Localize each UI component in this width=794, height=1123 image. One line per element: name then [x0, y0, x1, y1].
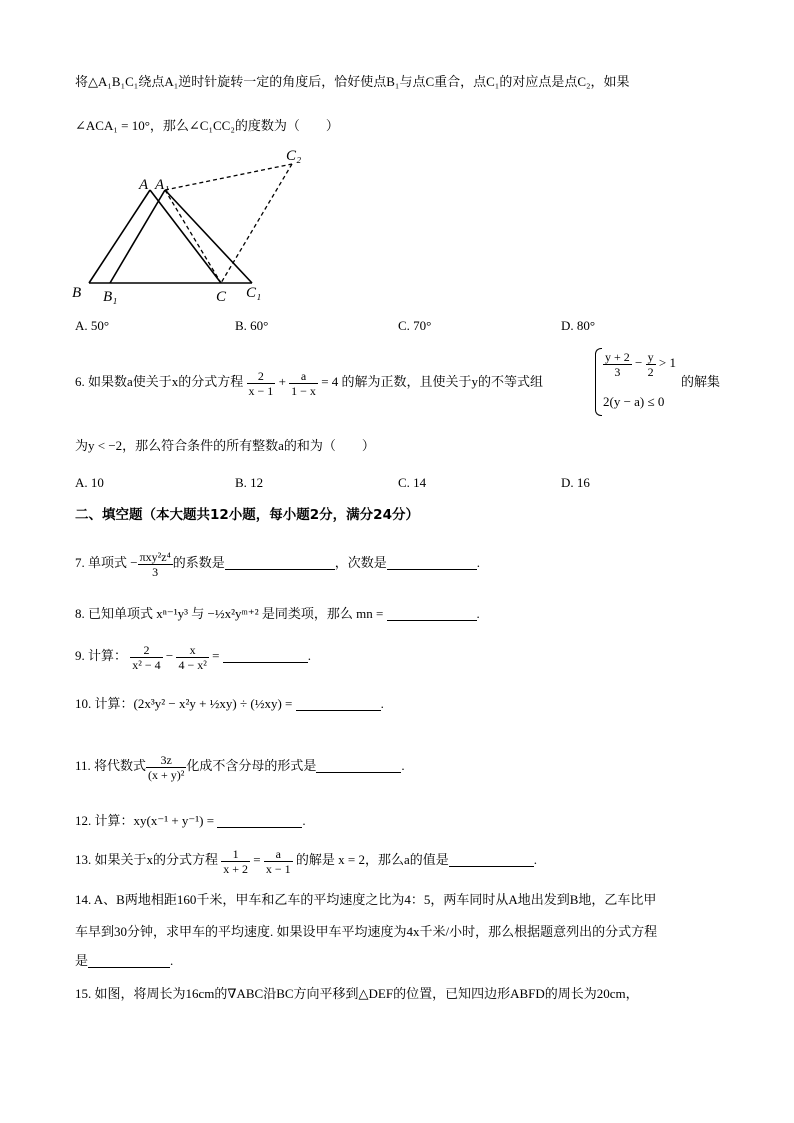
- q9-frac1: $\frac{2}{\text{x² − 4}}$: [132, 642, 161, 672]
- q13-line: [75, 842, 537, 878]
- q8-end: .: [476, 606, 480, 621]
- q13-prefix: 13. 如果关于x的分式方程: [75, 852, 219, 867]
- q7-mid2: ，次数是: [334, 555, 387, 570]
- fig-line-AB: [89, 190, 150, 283]
- q5-option-c[interactable]: C. 70°: [398, 318, 432, 333]
- q12-end: .: [302, 813, 306, 828]
- q6-prefix: 6. 如果数a使关于x的分式方程: [75, 374, 244, 389]
- q6-system-row1: [603, 346, 676, 380]
- q5-option-b[interactable]: B. 60°: [235, 318, 269, 333]
- q11-frac: $\frac{3z}{\text{(x + y)²}}$: [148, 752, 185, 782]
- q7-line: [75, 545, 480, 581]
- q7-end: .: [476, 555, 481, 570]
- q6-sys-minus: −: [635, 355, 643, 370]
- fig-label-C: C: [216, 289, 227, 305]
- q9-eq: =: [212, 648, 220, 663]
- q13-frac2: $\frac{a}{x - 1}$: [265, 846, 291, 876]
- q6-frac2: $\frac{a}{1 - x}$: [291, 368, 316, 398]
- q7-blank-coefficient[interactable]: [225, 555, 335, 570]
- q9-frac2: $\frac{x}{\text{4 − x²}}$: [178, 642, 207, 672]
- q6-option-c[interactable]: C. 14: [398, 475, 427, 490]
- fig-dash-A1C: [165, 190, 221, 283]
- q6-frac1: $\frac{2}{x - 1}$: [248, 368, 274, 398]
- q12-blank[interactable]: [217, 813, 302, 828]
- q7-mid: 的系数是: [172, 555, 225, 570]
- q7-blank-degree[interactable]: [387, 555, 477, 570]
- q10-end: .: [380, 696, 384, 711]
- fig-label-C1: C₁: [246, 285, 262, 301]
- q11-suffix: 化成不含分母的形式是: [186, 758, 317, 773]
- q13-end: .: [533, 852, 538, 867]
- q6-line1: [75, 364, 543, 400]
- q13-eq: =: [253, 852, 261, 867]
- q12-line: [75, 811, 306, 831]
- q5-line1: 将△A₁B₁C₁绕点A₁逆时针旋转一定的角度后，恰好使点B₁与点C重合，点C₁的对应点是点C₂，如果: [75, 74, 630, 89]
- q6-sys-frac1: $\frac{y + 2}{3}$: [605, 349, 630, 379]
- section2-heading: 二、填空题（本大题共12小题，每小题2分，满分24分）: [75, 507, 419, 523]
- q11-prefix: 11. 将代数式: [75, 758, 147, 773]
- q13-blank[interactable]: [449, 852, 534, 867]
- q9-end: .: [307, 648, 311, 663]
- fig-label-B: B: [72, 285, 82, 301]
- q6-eq: = 4: [321, 374, 339, 389]
- q12-text: 12. 计算：xy(x⁻¹ + y⁻¹) =: [75, 813, 215, 828]
- fig-line-A1C1: [165, 190, 252, 283]
- q7-frac: $\frac{\text{πxy²z⁴}}{3}$: [139, 549, 171, 579]
- q14-end: .: [170, 953, 174, 968]
- q10-text: 10. 计算：(2x³y² − x²y + ½xy) ÷ (½xy) =: [75, 696, 293, 711]
- q5-option-a[interactable]: A. 50°: [75, 318, 110, 333]
- fig-label-B1: B₁: [103, 289, 118, 305]
- fig-dash-A1C2: [165, 164, 292, 190]
- q11-end: .: [401, 758, 405, 773]
- q9-prefix: 9. 计算：: [75, 648, 128, 663]
- q10-line: [75, 694, 384, 714]
- q6-sys-frac2: $\frac{y}{2}$: [647, 349, 654, 379]
- q14-line1: 14. A、B两地相距160千米，甲车和乙车的平均速度之比为4：5，两车同时从A地出发到B地，乙车比甲: [75, 892, 657, 907]
- q9-minus: −: [165, 648, 174, 663]
- q14-line2: 车早到30分钟，求甲车的平均速度. 如果设甲车平均速度为4x千米/小时，那么根据题意列出的分式方程: [75, 924, 658, 939]
- q6-system-row2: 2(y − a) ≤ 0: [603, 394, 665, 409]
- q14-line3: [75, 951, 173, 971]
- q7-prefix: 7. 单项式 −: [75, 555, 138, 570]
- fig-label-A: A: [139, 177, 149, 193]
- q11-line: [75, 746, 405, 786]
- q8-blank[interactable]: [387, 606, 477, 621]
- q6-option-b[interactable]: B. 12: [235, 475, 264, 490]
- fig-line-AC: [150, 190, 221, 283]
- q6-system-brace: [595, 348, 602, 416]
- q9-line: [75, 638, 311, 674]
- fig-label-C2: C₂: [286, 148, 302, 164]
- q14-line3-text: 是: [75, 953, 89, 968]
- fig-line-A1B1: [110, 190, 165, 283]
- q6-plus: +: [278, 374, 286, 389]
- q5-line2: ∠ACA₁ = 10°，那么∠C₁CC₂的度数为（ ）: [75, 118, 339, 133]
- q6-middle: 的解为正数，且使关于y的不等式组: [341, 374, 544, 389]
- q14-blank[interactable]: [88, 953, 170, 968]
- q11-blank[interactable]: [316, 758, 401, 773]
- q13-suffix: 的解是 x = 2，那么a的值是: [295, 852, 449, 867]
- q6-sys-rel: > 1: [658, 355, 676, 370]
- q10-blank[interactable]: [296, 696, 381, 711]
- fig-dash-C2C: [221, 164, 292, 283]
- q6-suffix: 的解集: [681, 374, 721, 389]
- q5-option-d[interactable]: D. 80°: [561, 318, 596, 333]
- q6-option-a[interactable]: A. 10: [75, 475, 104, 490]
- q13-frac1: $\frac{1}{x + 2}$: [223, 846, 249, 876]
- q8-text: 8. 已知单项式 xⁿ⁻¹y³ 与 −½x²yᵐ⁺² 是同类项，那么 mn =: [75, 606, 384, 621]
- q15-line1: 15. 如图，将周长为16cm的∇ABC沿BC方向平移到△DEF的位置，已知四边形ABFD的周长为20cm，: [75, 986, 639, 1001]
- q6-option-d[interactable]: D. 16: [561, 475, 590, 490]
- q6-line2: 为y < −2，那么符合条件的所有整数a的和为（ ）: [75, 438, 375, 453]
- q9-blank[interactable]: [223, 648, 308, 663]
- q8-line: [75, 604, 480, 624]
- fig-label-A1: A₁: [155, 177, 170, 193]
